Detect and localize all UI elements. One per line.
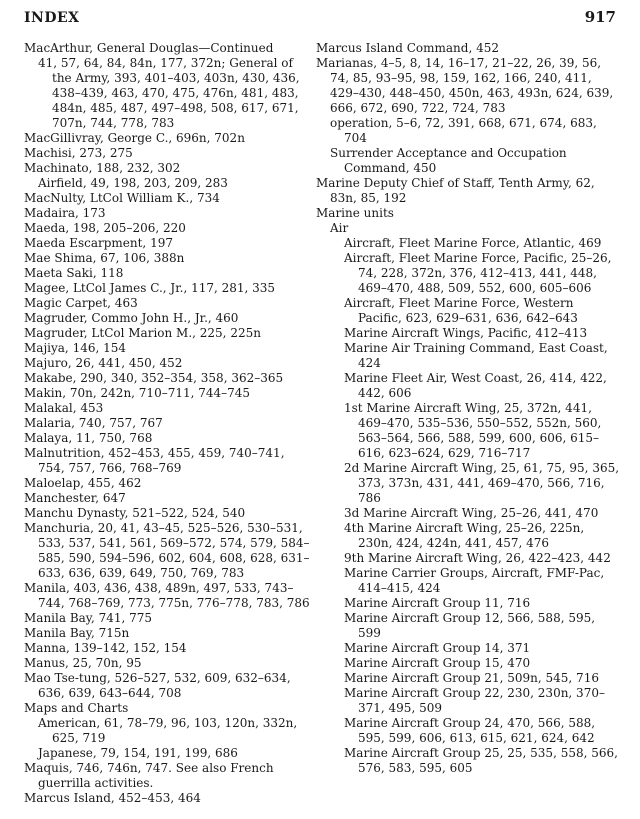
index-entry: 1st Marine Aircraft Wing, 25, 372n, 441, 469–470, 535–536, 550–552, 552n, 560, 563–564, 566, 588, 599, 600, 606, 615–616, 623–624, 629, 716–717 — [344, 401, 602, 460]
index-entry: Aircraft, Fleet Marine Force, Pacific, 25–26, 74, 228, 372n, 376, 412–413, 441, 448, 469–470, 488, 509, 552, 600, 605–606 — [344, 251, 612, 295]
index-entry: 2d Marine Aircraft Wing, 25, 61, 75, 95, 365, 373, 373n, 431, 441, 469–470, 566, 716, 786 — [344, 461, 620, 505]
index-entry: Marine Aircraft Group 25, 25, 535, 558, 566, 576, 583, 595, 605 — [344, 746, 618, 775]
index-entry: Machisi, 273, 275 — [24, 146, 133, 160]
index-column-right — [316, 41, 620, 776]
index-entry: Marine Aircraft Group 22, 230, 230n, 370–371, 495, 509 — [344, 686, 605, 715]
index-entry: Marianas, 4–5, 8, 14, 16–17, 21–22, 26, 39, 56, 74, 85, 93–95, 98, 159, 162, 166, 240, 411, 429–430, 448–450, 450n, 463, 493n, 624, 639, 666, 672, 690, 722, 724, 783 — [316, 56, 614, 115]
index-column-left — [24, 41, 312, 806]
index-entry: Makabe, 290, 340, 352–354, 358, 362–365 — [24, 371, 284, 385]
index-entry: Manchu Dynasty, 521–522, 524, 540 — [24, 506, 246, 520]
index-entry: Malakal, 453 — [24, 401, 104, 415]
index-entry: Airfield, 49, 198, 203, 209, 283 — [38, 176, 228, 190]
index-entry: Marine Aircraft Group 12, 566, 588, 595, 599 — [344, 611, 596, 640]
index-entry: Aircraft, Fleet Marine Force, Western Pacific, 623, 629–631, 636, 642–643 — [344, 296, 578, 325]
index-entry: Magee, LtCol James C., Jr., 117, 281, 335 — [24, 281, 276, 295]
index-entry: Manila Bay, 741, 775 — [24, 611, 153, 625]
index-entry: Air — [330, 221, 349, 235]
index-entry: Marine Fleet Air, West Coast, 26, 414, 422, 442, 606 — [344, 371, 607, 400]
index-entry: 9th Marine Aircraft Wing, 26, 422–423, 442 — [344, 551, 611, 565]
index-entry: Manchuria, 20, 41, 43–45, 525–526, 530–531, 533, 537, 541, 561, 569–572, 574, 579, 584–585, 590, 594–596, 602, 604, 608, 628, 631–633, 636, 639, 649, 750, 769, 783 — [24, 521, 310, 580]
index-entry: Maloelap, 455, 462 — [24, 476, 142, 490]
index-entry: Machinato, 188, 232, 302 — [24, 161, 181, 175]
index-entry: MacArthur, General Douglas—Continued — [24, 41, 274, 55]
index-entry: Marine Aircraft Wings, Pacific, 412–413 — [344, 326, 588, 340]
index-entry: Marine Aircraft Group 11, 716 — [344, 596, 531, 610]
index-entry: Maquis, 746, 746n, 747. See also French guerrilla activities. — [24, 761, 274, 790]
index-entry: Malaria, 740, 757, 767 — [24, 416, 163, 430]
index-entry: Mao Tse-tung, 526–527, 532, 609, 632–634, 636, 639, 643–644, 708 — [24, 671, 291, 700]
index-entry: Marcus Island Command, 452 — [316, 41, 499, 55]
page-header — [24, 6, 616, 30]
index-entry: Manus, 25, 70n, 95 — [24, 656, 142, 670]
index-entry: Maeda, 198, 205–206, 220 — [24, 221, 186, 235]
index-entry: Makin, 70n, 242n, 710–711, 744–745 — [24, 386, 251, 400]
index-entry: American, 61, 78–79, 96, 103, 120n, 332n, 625, 719 — [38, 716, 298, 745]
index-entry: Marine Aircraft Group 14, 371 — [344, 641, 531, 655]
index-entry: Marine Air Training Command, East Coast, 424 — [344, 341, 608, 370]
index-entry: Malaya, 11, 750, 768 — [24, 431, 153, 445]
index-entry: Maeda Escarpment, 197 — [24, 236, 173, 250]
index-entry: 41, 57, 64, 84, 84n, 177, 372n; General of the Army, 393, 401–403, 403n, 430, 436, 438–439, 463, 470, 475, 476n, 481, 483, 484n, 485, 487, 497–498, 508, 617, 671, 707n, 744, 778, 783 — [38, 56, 300, 130]
index-entry: Surrender Acceptance and Occupation Command, 450 — [330, 146, 567, 175]
index-entry: Marcus Island, 452–453, 464 — [24, 791, 201, 805]
index-entry: Malnutrition, 452–453, 455, 459, 740–741, 754, 757, 766, 768–769 — [24, 446, 285, 475]
index-entry: Maeta Saki, 118 — [24, 266, 124, 280]
index-entry: Marine Carrier Groups, Aircraft, FMF-Pac, 414–415, 424 — [344, 566, 605, 595]
index-entry: operation, 5–6, 72, 391, 668, 671, 674, 683, 704 — [330, 116, 597, 145]
index-entry: Marine Deputy Chief of Staff, Tenth Army, 62, 83n, 85, 192 — [316, 176, 595, 205]
index-entry: Magic Carpet, 463 — [24, 296, 138, 310]
index-entry: Maps and Charts — [24, 701, 129, 715]
index-entry: Magruder, LtCol Marion M., 225, 225n — [24, 326, 261, 340]
index-entry: MacNulty, LtCol William K., 734 — [24, 191, 220, 205]
index-entry: Manchester, 647 — [24, 491, 126, 505]
index-entry: Majuro, 26, 441, 450, 452 — [24, 356, 183, 370]
index-entry: Marine Aircraft Group 15, 470 — [344, 656, 531, 670]
index-entry: 3d Marine Aircraft Wing, 25–26, 441, 470 — [344, 506, 599, 520]
index-entry: Japanese, 79, 154, 191, 199, 686 — [38, 746, 238, 760]
index-entry: Manna, 139–142, 152, 154 — [24, 641, 187, 655]
running-head: INDEX — [24, 10, 80, 26]
index-entry: Manila, 403, 436, 438, 489n, 497, 533, 743–744, 768–769, 773, 775n, 776–778, 783, 786 — [24, 581, 310, 610]
index-entry: Marine units — [316, 206, 394, 220]
index-entry: Marine Aircraft Group 24, 470, 566, 588, 595, 599, 606, 613, 615, 621, 624, 642 — [344, 716, 596, 745]
index-entry: Magruder, Commo John H., Jr., 460 — [24, 311, 239, 325]
index-entry: 4th Marine Aircraft Wing, 25–26, 225n, 230n, 424, 424n, 441, 457, 476 — [344, 521, 585, 550]
index-entry: Majiya, 146, 154 — [24, 341, 126, 355]
index-entry: Marine Aircraft Group 21, 509n, 545, 716 — [344, 671, 599, 685]
index-entry: Aircraft, Fleet Marine Force, Atlantic, 469 — [344, 236, 602, 250]
index-entry: Mae Shima, 67, 106, 388n — [24, 251, 185, 265]
index-entry: Manila Bay, 715n — [24, 626, 130, 640]
page-number: 917 — [584, 8, 616, 26]
index-entry: MacGillivray, George C., 696n, 702n — [24, 131, 245, 145]
index-entry: Madaira, 173 — [24, 206, 106, 220]
